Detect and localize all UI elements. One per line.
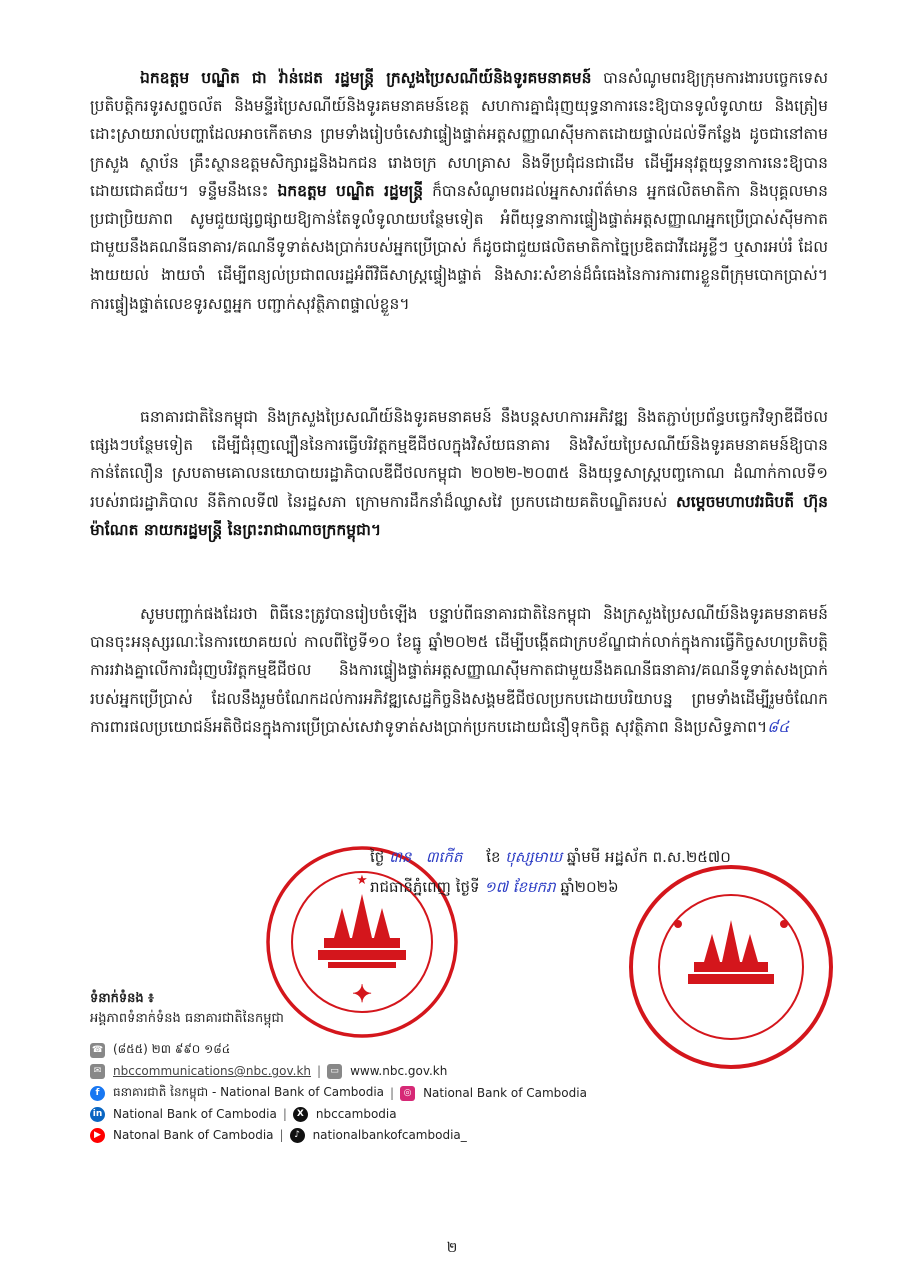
youtube-icon: ▶ [90,1128,105,1143]
tiktok-icon: ♪ [290,1128,305,1143]
paragraph-2 [90,403,828,544]
city-date-prefix: រាជធានីភ្នំពេញ ថ្ងៃទី [370,878,480,896]
website-icon: ▭ [327,1064,342,1079]
youtube-handle[interactable]: Natonal Bank of Cambodia [113,1128,274,1142]
lunar-day-handwritten: ៣ន [389,848,412,866]
contact-organization: អង្គភាពទំនាក់ទំនង ធនាគារជាតិនៃកម្ពុជា [90,1011,284,1026]
paragraph-2-text: ធនាគារជាតិនៃកម្ពុជា និងក្រសួងប្រៃសណីយ៍និងទូរគមនាគមន៍ នឹងបន្តសហការអភិវឌ្ឍ និងតភ្ជាប់ប្រព័ន្ធបច្ចេកវិទ្យាឌីជីថលផ្សេងៗបន្ថែមទៀត ដើម្បីជំរុញល្បឿននៃការធ្វើបរិវត្តកម្មឌីជីថលក្នុងវិស័យធនាគារ និងវិស័យប្រៃសណីយ៍និងទូរគមនាគមន៍ឱ្យបានកាន់តែលឿន ស្របតាមគោលនយោបាយរដ្ឋាភិបាលឌីជីថលកម្ពុជា ២០២២-២០៣៥ និងយុទ្ធសាស្ត្របញ្ចកោណ ដំណាក់កាលទី១ របស់រាជរដ្ឋាភិបាល នីតិកាលទី៧ នៃរដ្ឋសភា ក្រោមការដឹកនាំដ៏ឈ្លាសវៃ ប្រកបដោយគតិបណ្ឌិតរបស់ [90,408,828,511]
paragraph-1-text-b: ក៏បានសំណូមពរដល់អ្នកសារព័ត៌មាន អ្នកផលិតមាតិកា និងបុគ្គលមានប្រជាប្រិយភាព សូមជួយផ្សព្វផ្សាយឱ្យកាន់តែទូលំទូលាយបន្ថែមទៀត អំពីយុទ្ធនាការផ្ទៀងផ្ទាត់អត្តសញ្ញាណអ្នកប្រើប្រាស់ស៊ីមកាតជាមួយនឹងគណនីធនាគារ/គណនីទូទាត់សងប្រាក់របស់អ្នកប្រើប្រាស់ ក៏ដូចជាជួយផលិតមាតិកាច្នៃប្រឌិតជាវីដេអូខ្លីៗ ឬសារអប់រំ ដែលងាយយល់ ងាយចាំ ដើម្បីពន្យល់ប្រជាពលរដ្ឋអំពីវិធីសាស្ត្រផ្ទៀងផ្ទាត់ និងសារៈសំខាន់ដ៏ធំធេងនៃការការពារខ្លួនពីក្រុមបោកប្រាស់។ ការផ្ទៀងផ្ទាត់លេខទូរសព្ទអ្នក បញ្ជាក់សុវត្ថិភាពផ្ទាល់ខ្លួន។ [90,181,829,313]
social-row-3: ▶ Natonal Bank of Cambodia | ♪ nationalbankofcambodia_ [90,1125,467,1145]
gregorian-year: ឆ្នាំ២០២៦ [560,878,619,896]
social-row-1: f ធនាគារជាតិ នៃកម្ពុជា - National Bank of Cambodia | ◎ National Bank of Cambodia [90,1083,587,1103]
minister-name-bold: ឯកឧត្តម បណ្ឌិត ជា វ៉ាន់ដេត រដ្ឋមន្ត្រី ក្រសួងប្រៃសណីយ៍និងទូរគមនាគមន៍ [140,69,592,87]
paragraph-3 [90,600,828,741]
tiktok-handle[interactable]: nationalbankofcambodia_ [312,1128,467,1142]
x-handle[interactable]: nbccambodia [315,1107,397,1121]
prime-minister-bold: សម្តេចមហាបវរធិបតី ហ៊ុន ម៉ាណែត នាយករដ្ឋមន្ត្រី នៃព្រះរាជាណាចក្រកម្ពុជា។ [90,492,829,539]
x-icon: X [293,1107,308,1122]
paragraph-1 [90,64,828,318]
facebook-handle[interactable]: ធនាគារជាតិ នៃកម្ពុជា - National Bank of Cambodia [113,1085,385,1099]
paragraph-3-text: សូមបញ្ជាក់ផងដែរថា ពិធីនេះត្រូវបានរៀបចំឡើង បន្ទាប់ពីធនាគារជាតិនៃកម្ពុជា និងក្រសួងប្រៃសណីយ៍និងទូរគមនាគមន៍ បានចុះអនុស្សរណៈនៃការយោគយល់ កាលពីថ្ងៃទី១០ ខែធ្នូ ឆ្នាំ២០២៥ ដើម្បីបង្កើតជាក្របខ័ណ្ឌជាក់លាក់ក្នុងការធ្វើកិច្ចសហប្រតិបត្តិការរវាងគ្នាលើការជំរុញបរិវត្តកម្មឌីជីថល និងការផ្ទៀងផ្ទាត់អត្តសញ្ញាណស៊ីមកាតជាមួយនឹងគណនីធនាគារ/គណនីទូទាត់សងប្រាក់របស់អ្នកប្រើប្រាស់ ដែលនឹងរួមចំណែកដល់ការអភិវឌ្ឍសេដ្ឋកិច្ចនិងសង្គមឌីជីថលប្រកបដោយបរិយាបន្ន ព្រមទាំងដើម្បីរួមចំណែកការពារផលប្រយោជន៍អតិថិជនក្នុងការប្រើប្រាស់សេវាទូទាត់សងប្រាក់ប្រកបដោយជំនឿទុកចិត្ត សុវត្ថិភាព និងប្រសិទ្ធភាព។ [90,605,828,736]
social-row-2: in National Bank of Cambodia | X nbccambodia [90,1104,397,1124]
website-link[interactable]: www.nbc.gov.kh [350,1064,448,1078]
lunar-year: ឆ្នាំមមី អដ្ឋស័ក ព.ស.២៥៧០ [566,848,731,866]
lunar-date-line [370,842,840,872]
instagram-icon: ◎ [400,1086,415,1101]
lunar-phase-handwritten: ៣កើត [425,848,463,866]
lunar-date-prefix: ថ្ងៃ [370,848,385,866]
gregorian-date-line [370,872,840,902]
svg-text:✦: ✦ [351,979,373,1008]
minister-title-bold: ឯកឧត្តម បណ្ឌិត រដ្ឋមន្ត្រី [277,181,424,200]
phone-number: (៨៥៥) ២៣ ៩៩០ ១៨៤ [113,1042,231,1056]
contact-heading: ទំនាក់ទំនង ៖ [90,991,154,1006]
linkedin-icon: in [90,1107,105,1122]
facebook-icon: f [90,1086,105,1101]
email-web-row: ✉ nbccommunications@nbc.gov.kh | ▭ www.nbc.gov.kh [90,1061,447,1081]
handwritten-mark: ៨៤ [767,717,790,736]
lunar-month-handwritten: បុស្សមាឃ [505,848,563,866]
email-icon: ✉ [90,1064,105,1079]
svg-text:★: ★ [356,873,368,888]
phone-row [90,1040,230,1060]
paragraph-1-text-a: បានសំណូមពរឱ្យក្រុមការងារបច្ចេកទេស ប្រតិបត្តិករទូរសព្ទចល័ត និងមន្ទីរប្រៃសណីយ៍និងទូរគមនាគមន៍ខេត្ត សហការគ្នាជំរុញយុទ្ធនាការនេះឱ្យបានទូលំទូលាយ និងត្រៀមដោះស្រាយរាល់បញ្ហាដែលអាចកើតមាន ព្រមទាំងរៀបចំសេវាផ្ទៀងផ្ទាត់អត្តសញ្ញាណស៊ីមកាតដោយផ្ទាល់ដល់ទីកន្លែង ដូចជានៅតាមក្រសួង ស្ថាប័ន គ្រឹះស្ថានឧត្តមសិក្សារដ្ឋនិងឯកជន រោងចក្រ សហគ្រាស និងទីប្រជុំជនជាដើម ដើម្បីអនុវត្តយុទ្ធនាការនេះឱ្យបានដោយជោគជ័យ។ ទន្ទឹមនឹងនេះ [90,69,828,200]
day-handwritten: ១៧ [484,878,508,896]
linkedin-handle[interactable]: National Bank of Cambodia [113,1107,277,1121]
page-number: ២ [446,1240,458,1256]
instagram-handle[interactable]: National Bank of Cambodia [423,1086,587,1100]
month-handwritten: ខែមករា [512,878,556,896]
phone-icon: ☎ [90,1043,105,1058]
lunar-month-label: ខែ [486,848,501,866]
email-link[interactable]: nbccommunications@nbc.gov.kh [113,1064,312,1078]
